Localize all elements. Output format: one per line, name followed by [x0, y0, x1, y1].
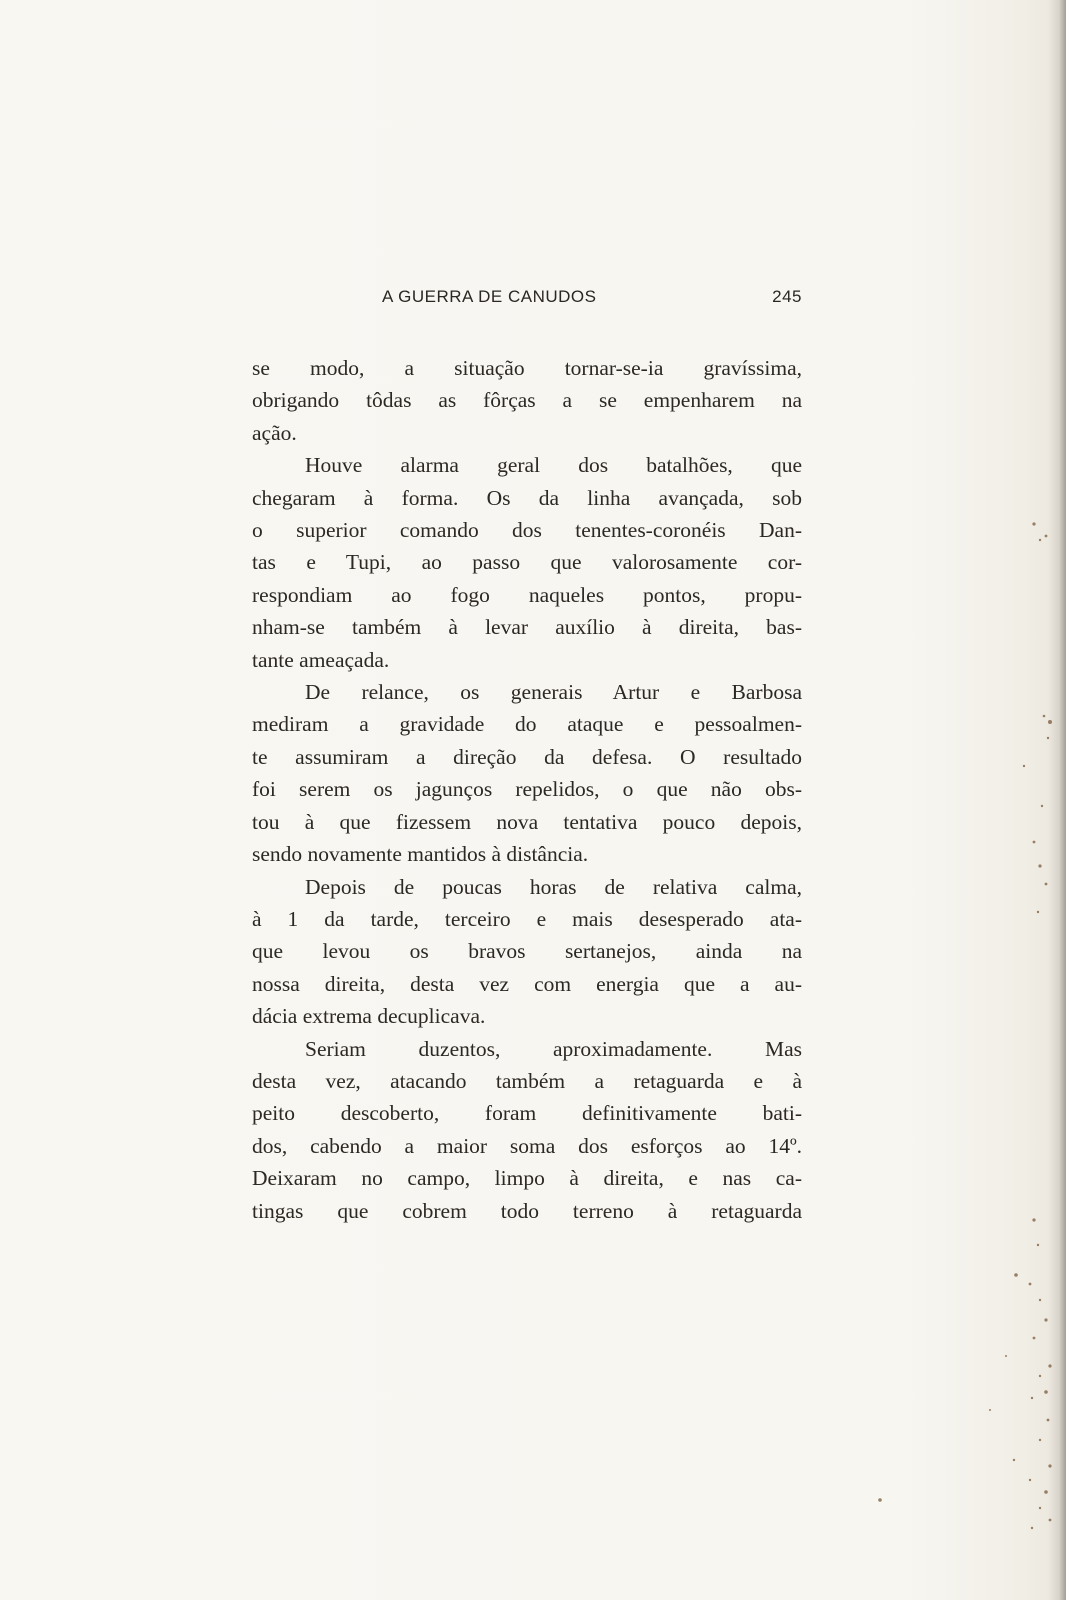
paragraph-3 [252, 676, 802, 870]
page-number: 245 [772, 287, 802, 306]
text-line: Depois de poucas horas de relativa calma, [305, 874, 802, 899]
paragraph-5 [252, 1033, 802, 1227]
text-line: respondiam ao fogo naqueles pontos, propu- [252, 582, 802, 607]
text-line: tingas que cobrem todo terreno à retaguarda [252, 1198, 802, 1223]
text-line: Houve alarma geral dos batalhões, que [305, 453, 802, 478]
text-line: nossa direita, desta vez com energia que a au- [252, 971, 802, 996]
text-line: nham-se também à levar auxílio à direita, bas- [252, 615, 802, 640]
text-line: dos, cabendo a maior soma dos esforços ao 14º. [252, 1133, 802, 1158]
text-line: De relance, os generais Artur e Barbosa [305, 680, 802, 705]
text-line: Seriam duzentos, aproximadamente. Mas [305, 1036, 802, 1061]
text-line: te assumiram a direção da defesa. O resultado [252, 744, 802, 769]
body-text [252, 352, 802, 1227]
paragraph-2 [252, 449, 802, 676]
text-line: dácia extrema decuplicava. [252, 1004, 486, 1029]
text-line: tas e Tupi, ao passo que valorosamente cor- [252, 550, 802, 575]
text-line: à 1 da tarde, terceiro e mais desesperado ata- [252, 906, 802, 931]
text-line: que levou os bravos sertanejos, ainda na [252, 939, 802, 964]
text-line: peito descoberto, foram definitivamente bati- [252, 1101, 802, 1126]
text-line: sendo novamente mantidos à distância. [252, 842, 589, 867]
text-line: se modo, a situação tornar-se-ia gravíssima, [252, 356, 802, 380]
text-line: chegaram à forma. Os da linha avançada, sob [252, 485, 802, 510]
text-line: desta vez, atacando também a retaguarda e à [252, 1068, 802, 1093]
text-line: foi serem os jagunços repelidos, o que não obs- [252, 777, 802, 802]
running-title: A GUERRA DE CANUDOS [382, 287, 597, 306]
text-line: tante ameaçada. [252, 647, 390, 672]
text-line: obrigando tôdas as fôrças a se empenharem na [252, 388, 802, 413]
paragraph-1 [252, 352, 802, 449]
text-line: ação. [252, 420, 297, 445]
text-line: mediram a gravidade do ataque e pessoalmen- [252, 712, 802, 737]
text-line: o superior comando dos tenentes-coronéis Dan- [252, 518, 802, 543]
text-line: Deixaram no campo, limpo à direita, e nas ca- [252, 1166, 802, 1191]
paragraph-4 [252, 871, 802, 1033]
running-header [252, 287, 802, 313]
text-line: tou à que fizessem nova tentativa pouco depois, [252, 809, 802, 834]
